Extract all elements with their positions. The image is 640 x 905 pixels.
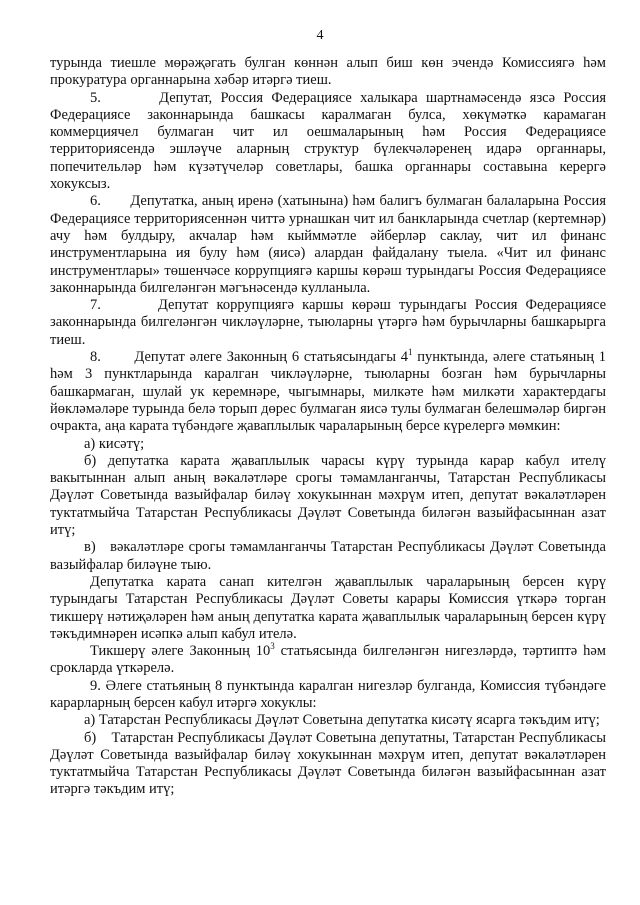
paragraph-item-8-start: 8. Депутат әлеге Законның 6 статьясындагы 4 [90,349,408,366]
superscript: 1 [407,347,413,358]
subitem-9-a: а) Татарстан Республикасы Дәүләт Советына депутатка кисәтү ясарга тәкъдим итү; [84,712,600,729]
paragraph-item-6: 6. Депутатка, аның иренә (хатынына) һәм балигъ булмаган балаларына Россия Федерациясе территориясеннән читтә урнашкан чит ил банкларында счетлар (кертемнәр) ачу һәм булдыру, акчалар һәм кыйммәтле әйберләр саклау, чит ил финанс инструментларына ия булу һәм (яисә) алардан файдалану тыела. «Чит ил финанс инструментлары» төшенчәсе коррупциягә каршы көрәш турындагы Россия Федерациясе законнарында билгеләнгән мәгънәсендә кулланыла. [50,193,606,296]
subitem-a: а) кисәтү; [84,435,145,452]
subitem-9-b: б) Татарстан Республикасы Дәүләт Советына депутатны, Татарстан Республикасы Дәүләт Советында вазыйфалар биләү хокукыннан мәхрүм итеп, депутат вәкаләтләрен туктатмыйча Татарстан Республикасы Дәүләт Советында биләгән вазыйфасыннан азат итәргә тәкъдим итү; [50,729,606,798]
subitem-b: б) депутатка карата җаваплылык чарасы күрү турында карар кабул ителү вакытыннан алып аның вәкаләтләре срогы тәмамланганчы, Татарстан Республикасы Дәүләт Советында вазыйфалар биләү хокукыннан мәхрүм итеп, депутат вәкаләтләрен туктатмыйча Татарстан Республикасы Дәүләт Советында биләгән вазыйфасыннан азат итү; [50,452,606,539]
page-number: 4 [316,28,324,43]
paragraph-inspection-end: статьясында билгеләнгән нигезләрдә, тәртиптә һәм срокларда үткәрелә. [50,643,606,677]
paragraph-inspection-start: Тикшерү әлеге Законның 10 [90,643,271,660]
paragraph-item-8 [50,349,606,435]
document-body [50,55,606,799]
paragraph-decision: Депутатка карата санап кителгән җаваплылык чараларының берсен күрү турындагы Татарстан Республикасы Дәүләт Советы карары Комиссия үткәрә торган тикшерү нәтиҗәләрен һәм аның депутатка карата җаваплылык чараларының берсен күрү тәкъдимнәрен исәпкә алып кабул ителә. [50,573,606,642]
paragraph-item-7: 7. Депутат коррупциягә каршы көрәш турындагы Россия Федерациясе законнарында билгеләнгән чикләүләрне, тыюларны үтәргә һәм бурычларны башкарырга тиеш. [50,297,606,348]
paragraph-item-8-end: пунктында, әлеге статьяның 1 һәм 3 пунктларында каралган чикләүләрне, тыюларны бозган һәм бурычларны башкармаган, шулай ук керемнәре, чыгымнары, милкәте һәм милкәти характердагы йөкләмәләре турында белә торып дөрес булмаган яисә тулы булмаган белешмәләр биргән очракта, аңа карата түбәндәге җаваплылык чараларының берсе күрелергә мөмкин: [50,349,606,435]
subitem-v: в) вәкаләтләре срогы тәмамланганчы Татарстан Республикасы Дәүләт Советында вазыйфалар биләүне тыю. [50,539,606,573]
paragraph-continuation: турында тиешле мөрәҗәгать булган көннән алып биш көн эчендә Комиссиягә һәм прокуратура органнарына хәбәр итәргә тиеш. [50,55,606,89]
paragraph-item-9: 9. Әлеге статьяның 8 пунктында каралган нигезләр булганда, Комиссия түбәндәге карарларның берсен кабул итәргә хокуклы: [50,677,606,711]
paragraph-inspection [50,643,606,678]
paragraph-item-5: 5. Депутат, Россия Федерациясе халыкара шартнамәсендә язсә Россия Федерациясе законнарында башкасы каралмаган булса, хөкүмәткә карамаган коммерциячел булмаган чит ил оешмаларының һәм Россия Федерациясе территориясендә эшләүче аларның структур бүлекчәләренең идарә органнары, попечительләр һәм күзәтүчеләр советлары, башка органнары составына керергә хокуксыз. [50,89,606,193]
superscript: 3 [270,641,275,652]
